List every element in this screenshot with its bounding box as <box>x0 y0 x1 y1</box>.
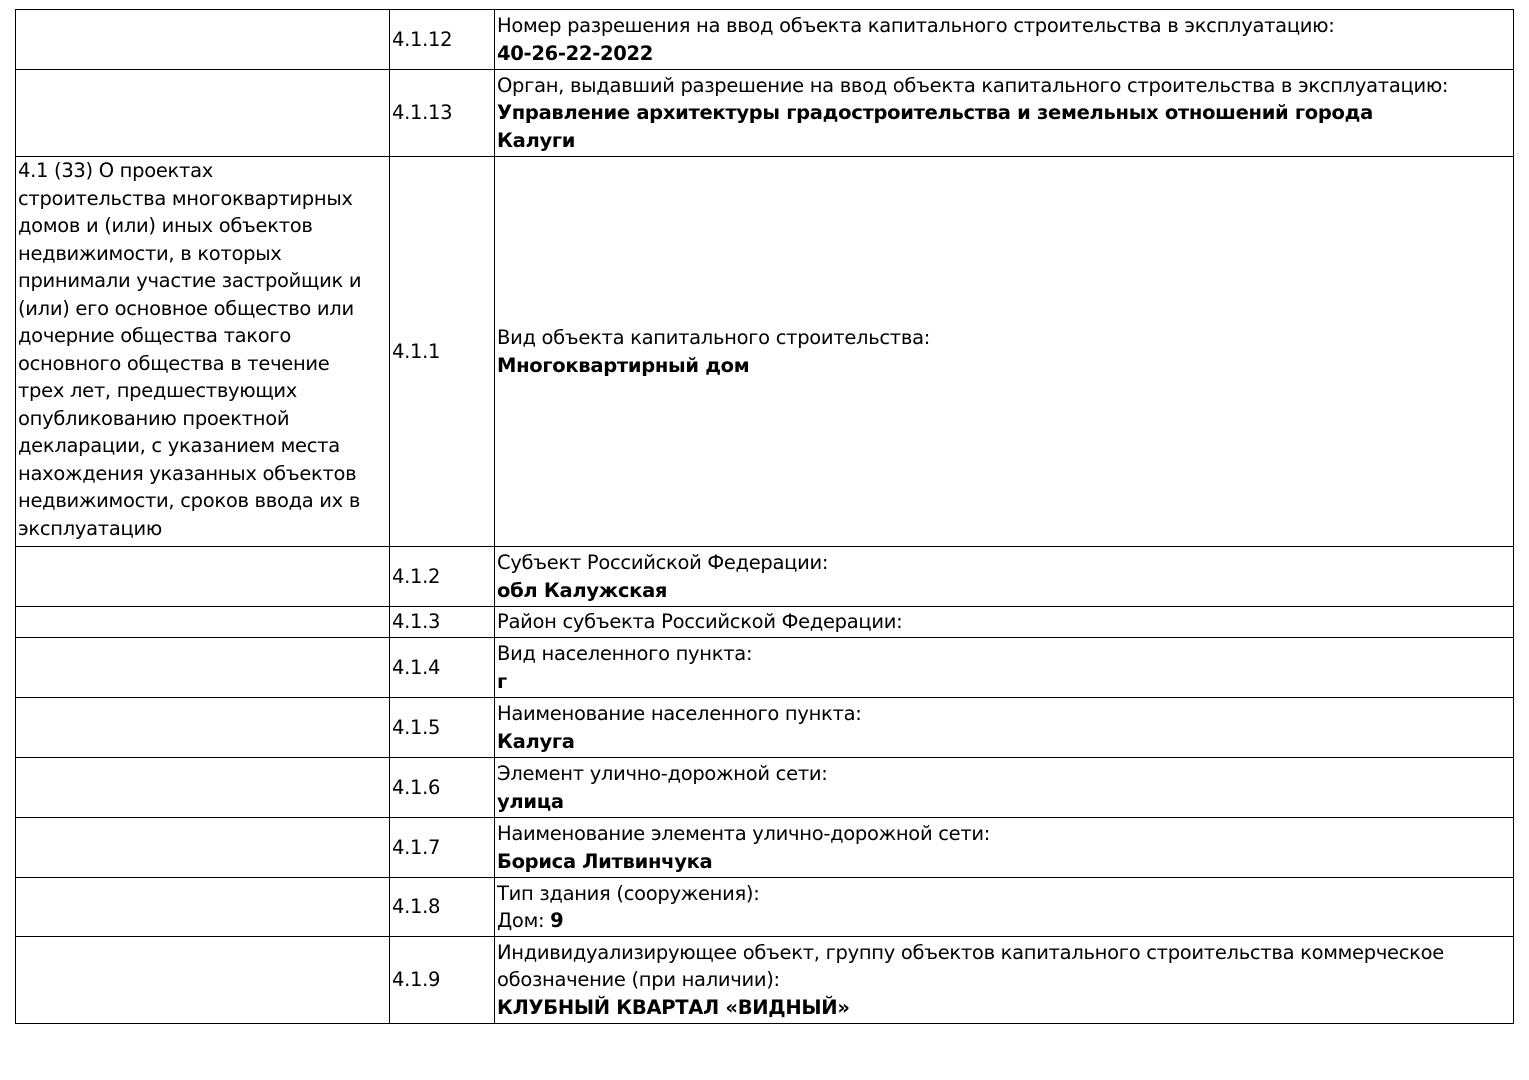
section-text-line: трех лет, предшествующих <box>18 379 298 402</box>
item-value: Бориса Литвинчука <box>497 849 713 873</box>
section-cell <box>16 638 390 698</box>
section-text-line: эксплуатацию <box>18 516 162 540</box>
section-text-line: декларации, с указанием места <box>18 434 340 457</box>
item-value-prefix: Дом: <box>497 909 551 932</box>
item-content <box>495 157 1514 547</box>
item-label: Элемент улично-дорожной сети: <box>497 762 828 785</box>
item-code: 4.1.7 <box>390 818 495 878</box>
item-code: 4.1.1 <box>390 157 495 547</box>
section-text-line: принимали участие застройщик и <box>18 269 362 292</box>
section-cell <box>16 758 390 818</box>
item-code: 4.1.2 <box>390 547 495 607</box>
table-row <box>16 607 1514 638</box>
table-row <box>16 638 1514 698</box>
table-row <box>16 547 1514 607</box>
item-content <box>495 818 1514 878</box>
section-cell <box>16 10 390 70</box>
item-label: Район субъекта Российской Федерации: <box>497 610 903 634</box>
item-content <box>495 607 1514 638</box>
item-code: 4.1.5 <box>390 698 495 758</box>
section-text-line: основного общества в течение <box>18 351 330 375</box>
item-value: Калуги <box>497 128 576 152</box>
table-row <box>16 157 1514 547</box>
item-code: 4.1.9 <box>390 937 495 1024</box>
item-label: Тип здания (сооружения): <box>497 881 760 905</box>
item-value: КЛУБНЫЙ КВАРТАЛ «ВИДНЫЙ» <box>497 995 850 1019</box>
section-text-line: опубликованию проектной <box>18 406 290 430</box>
item-content <box>495 10 1514 70</box>
table-row <box>16 698 1514 758</box>
section-cell <box>16 698 390 758</box>
item-label: Субъект Российской Федерации: <box>497 551 829 574</box>
item-content <box>495 758 1514 818</box>
section-text-line: недвижимости, в которых <box>18 241 282 265</box>
item-label: Наименование населенного пункта: <box>497 702 862 725</box>
table-row <box>16 937 1514 1024</box>
item-content <box>495 70 1514 157</box>
item-value: Многоквартирный дом <box>497 353 750 377</box>
section-text-line: нахождения указанных объектов <box>18 461 357 485</box>
item-content <box>495 878 1514 937</box>
section-cell <box>16 607 390 638</box>
item-content <box>495 638 1514 698</box>
item-value-text: 9 <box>550 909 564 932</box>
item-label: Наименование элемента улично-дорожной сети: <box>497 822 991 845</box>
section-text-line: недвижимости, сроков ввода их в <box>18 489 361 512</box>
item-code: 4.1.8 <box>390 878 495 937</box>
item-content <box>495 698 1514 758</box>
item-code: 4.1.6 <box>390 758 495 818</box>
item-code: 4.1.13 <box>390 70 495 157</box>
item-value: улица <box>497 789 564 813</box>
table-row <box>16 70 1514 157</box>
item-content <box>495 937 1514 1024</box>
item-label: Вид населенного пункта: <box>497 642 753 665</box>
table-row <box>16 818 1514 878</box>
section-text-line: 4.1 (33) О проектах <box>18 159 213 182</box>
item-value: 40-26-22-2022 <box>497 41 654 65</box>
section-cell <box>16 157 390 547</box>
section-cell <box>16 818 390 878</box>
item-code: 4.1.3 <box>390 607 495 638</box>
table-row <box>16 878 1514 937</box>
item-value <box>497 907 1511 935</box>
item-code: 4.1.4 <box>390 638 495 698</box>
item-value: Управление архитектуры градостроительства и земельных отношений города <box>497 101 1373 125</box>
table-row <box>16 758 1514 818</box>
item-label: Индивидуализирующее объект, группу объектов капитального строительства коммерческое <box>497 940 1444 964</box>
item-value: г <box>497 669 507 693</box>
item-code: 4.1.12 <box>390 10 495 70</box>
table-row <box>16 10 1514 70</box>
item-label: Номер разрешения на ввод объекта капитального строительства в эксплуатацию: <box>497 14 1335 37</box>
item-value: обл Калужская <box>497 578 668 602</box>
section-text-line: домов и (или) иных объектов <box>18 214 313 237</box>
section-cell <box>16 937 390 1024</box>
item-content <box>495 547 1514 607</box>
section-cell <box>16 70 390 157</box>
item-label: Орган, выдавший разрешение на ввод объекта капитального строительства в эксплуатацию: <box>497 73 1449 97</box>
section-text-line: дочерние общества такого <box>18 324 291 347</box>
item-label: Вид объекта капитального строительства: <box>497 326 930 349</box>
section-text-line: (или) его основное общество или <box>18 296 354 320</box>
section-cell <box>16 547 390 607</box>
section-cell <box>16 878 390 937</box>
item-label: обозначение (при наличии): <box>497 968 780 992</box>
section-text-line: строительства многоквартирных <box>18 186 353 210</box>
item-value: Калуга <box>497 729 575 753</box>
declaration-table <box>15 9 1514 1024</box>
